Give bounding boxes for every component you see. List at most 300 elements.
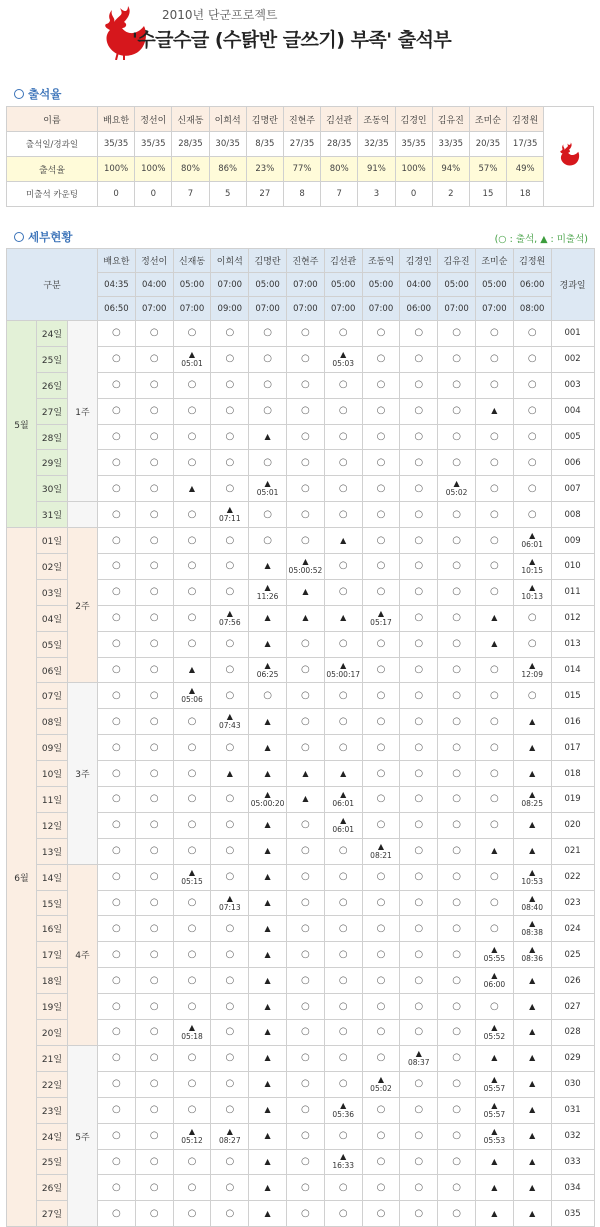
attendance-cell [287, 1201, 325, 1227]
present-icon: ○ [112, 819, 121, 831]
attendance-cell [475, 812, 513, 838]
attendance-cell [475, 890, 513, 916]
present-icon: ○ [338, 1130, 348, 1142]
end-time: 07:00 [135, 297, 173, 321]
month-label: 5월 [7, 321, 37, 528]
attendance-cell [135, 579, 173, 605]
attendance-cell [249, 864, 287, 890]
rate-value: 94% [432, 157, 469, 182]
present-icon: ○ [338, 974, 348, 986]
attendance-cell [400, 683, 438, 709]
present-icon: ○ [376, 327, 386, 339]
present-icon: ○ [376, 353, 386, 365]
days-value: 20/35 [469, 132, 506, 157]
present-icon: ○ [149, 1155, 159, 1167]
attendance-cell [362, 1020, 400, 1046]
rate-value: 100% [98, 157, 135, 182]
absent-icon: ▲ [264, 716, 271, 726]
attendance-cell [400, 1123, 438, 1149]
attendance-cell [475, 838, 513, 864]
absent-icon: ▲ [264, 872, 271, 882]
elapsed-day: 022 [551, 864, 594, 890]
absent-icon: ▲ [264, 613, 271, 623]
present-icon: ○ [112, 715, 121, 727]
member-name: 조미순 [475, 249, 513, 273]
attendance-cell [98, 735, 136, 761]
attendance-cell [135, 683, 173, 709]
absent-icon: ▲ [264, 846, 271, 856]
present-icon: ○ [338, 845, 348, 857]
rooster-small-cell [544, 107, 594, 207]
present-icon: ○ [376, 767, 386, 779]
attendance-cell [362, 631, 400, 657]
attendance-cell [287, 502, 325, 528]
week-label [68, 502, 98, 528]
day-label: 20일 [37, 1020, 68, 1046]
present-icon: ○ [338, 638, 348, 650]
present-icon: ○ [112, 534, 121, 546]
absent-icon: ▲ [264, 432, 271, 441]
present-icon: ○ [376, 664, 386, 676]
rate-value: 91% [358, 157, 395, 182]
present-icon: ○ [490, 534, 499, 546]
attendance-cell [135, 1045, 173, 1071]
present-icon: ○ [225, 974, 235, 986]
present-icon: ○ [301, 327, 310, 339]
present-icon: ○ [301, 482, 310, 494]
present-icon: ○ [376, 638, 386, 650]
attendance-cell [173, 605, 211, 631]
attendance-cell [513, 346, 551, 372]
absent-icon: ▲ [264, 582, 271, 592]
attendance-cell [324, 372, 362, 398]
attendance-cell [438, 890, 476, 916]
attendance-cell [287, 372, 325, 398]
present-icon: ○ [149, 871, 159, 883]
elapsed-day: 010 [551, 554, 594, 580]
miss-value: 7 [172, 182, 209, 207]
attendance-cell [324, 1175, 362, 1201]
attendance-cell [513, 838, 551, 864]
absent-icon: ▲ [264, 898, 271, 908]
absent-icon: ▲ [529, 716, 536, 726]
elapsed-day: 007 [551, 476, 594, 502]
attendance-cell [173, 1123, 211, 1149]
wake-time: 05:00 [362, 273, 400, 297]
present-icon: ○ [527, 327, 537, 339]
present-icon: ○ [149, 845, 159, 857]
present-icon: ○ [187, 897, 197, 909]
days-value: 17/35 [507, 132, 544, 157]
attendance-cell [362, 1149, 400, 1175]
present-icon: ○ [452, 1026, 461, 1038]
attendance-cell [513, 1175, 551, 1201]
absent-icon: ▲ [529, 556, 536, 566]
present-icon: ○ [414, 845, 424, 857]
late-time: 06:01 [332, 824, 354, 834]
attendance-cell [400, 372, 438, 398]
present-icon: ○ [452, 948, 461, 960]
elapsed-day: 030 [551, 1071, 594, 1097]
present-icon: ○ [452, 897, 461, 909]
present-icon: ○ [112, 456, 121, 468]
present-icon: ○ [376, 586, 386, 598]
present-icon: ○ [225, 379, 235, 391]
day-label: 17일 [37, 942, 68, 968]
attendance-cell [173, 890, 211, 916]
end-time: 07:00 [475, 297, 513, 321]
attendance-cell [438, 838, 476, 864]
attendance-cell [400, 1045, 438, 1071]
late-time: 06:25 [256, 669, 279, 679]
present-icon: ○ [376, 482, 386, 494]
present-icon: ○ [490, 793, 499, 805]
attendance-cell [211, 683, 249, 709]
present-icon: ○ [187, 1078, 197, 1090]
present-icon: ○ [187, 431, 197, 442]
project-subtitle: 2010년 단군프로젝트 [162, 8, 278, 22]
section-detail-label: 세부현황 [28, 230, 73, 244]
absent-icon: ▲ [529, 1182, 536, 1192]
present-icon: ○ [490, 327, 499, 339]
attendance-cell [135, 372, 173, 398]
attendance-cell [98, 579, 136, 605]
present-icon: ○ [187, 508, 197, 520]
present-icon: ○ [225, 1052, 235, 1064]
attendance-cell [211, 450, 249, 476]
attendance-cell [287, 1097, 325, 1123]
late-time: 05:53 [483, 1135, 506, 1145]
attendance-cell [513, 476, 551, 502]
attendance-cell [135, 761, 173, 787]
miss-value: 18 [507, 182, 544, 207]
attendance-cell [287, 450, 325, 476]
attendance-cell [475, 968, 513, 994]
present-icon: ○ [149, 1078, 159, 1090]
attendance-cell [211, 864, 249, 890]
present-icon: ○ [527, 353, 537, 365]
attendance-cell [173, 1097, 211, 1123]
attendance-cell [438, 683, 476, 709]
absent-icon: ▲ [491, 846, 498, 856]
absent-icon: ▲ [188, 665, 196, 675]
present-icon: ○ [338, 431, 348, 442]
attendance-cell [513, 631, 551, 657]
attendance-cell [400, 450, 438, 476]
present-icon: ○ [452, 456, 461, 468]
attendance-cell [249, 916, 287, 942]
attendance-cell [513, 502, 551, 528]
attendance-cell [287, 398, 325, 424]
absent-icon: ▲ [226, 505, 233, 515]
attendance-cell [135, 735, 173, 761]
attendance-cell [249, 683, 287, 709]
attendance-cell [98, 709, 136, 735]
attendance-cell [249, 1123, 287, 1149]
elapsed-day: 034 [551, 1175, 594, 1201]
attendance-cell [400, 1097, 438, 1123]
attendance-cell [287, 1020, 325, 1046]
attendance-cell [249, 812, 287, 838]
member-name: 진현주 [283, 107, 320, 132]
days-value: 30/35 [209, 132, 246, 157]
elapsed-day: 033 [551, 1149, 594, 1175]
attendance-cell [249, 890, 287, 916]
late-time: 06:01 [521, 540, 543, 550]
attendance-cell [98, 528, 136, 554]
attendance-cell [400, 916, 438, 942]
absent-icon: ▲ [529, 893, 536, 903]
attendance-cell [438, 1149, 476, 1175]
attendance-cell [287, 709, 325, 735]
absent-icon: ▲ [340, 613, 347, 623]
attendance-cell [324, 476, 362, 502]
attendance-cell [438, 761, 476, 787]
present-icon: ○ [376, 819, 386, 831]
month-label: 6월 [7, 528, 37, 1227]
absent-icon: ▲ [264, 975, 271, 985]
elapsed-day: 024 [551, 916, 594, 942]
present-icon: ○ [149, 560, 159, 572]
day-label: 12일 [37, 812, 68, 838]
attendance-cell [211, 631, 249, 657]
present-icon: ○ [187, 612, 197, 624]
attendance-cell [324, 683, 362, 709]
present-icon: ○ [490, 897, 499, 909]
present-icon: ○ [187, 327, 197, 339]
present-icon: ○ [338, 741, 348, 753]
present-icon: ○ [527, 508, 537, 520]
absent-icon: ▲ [264, 1156, 271, 1166]
present-icon: ○ [187, 405, 197, 417]
absent-icon: ▲ [377, 1074, 385, 1084]
attendance-cell [98, 450, 136, 476]
present-icon: ○ [112, 664, 121, 676]
attendance-cell [400, 398, 438, 424]
attendance-cell [98, 372, 136, 398]
day-label: 30일 [37, 476, 68, 502]
attendance-cell [324, 424, 362, 450]
day-label: 02일 [37, 554, 68, 580]
present-icon: ○ [149, 922, 159, 934]
present-icon: ○ [225, 922, 235, 934]
absent-icon: ▲ [377, 608, 385, 618]
present-icon: ○ [187, 1052, 197, 1064]
attendance-cell [513, 398, 551, 424]
late-time: 05:52 [483, 1031, 506, 1041]
attendance-cell [475, 1020, 513, 1046]
member-name: 김선관 [321, 107, 358, 132]
attendance-cell [475, 321, 513, 347]
absent-icon: ▲ [529, 660, 536, 670]
day-row [7, 502, 595, 528]
attendance-cell [400, 864, 438, 890]
attendance-cell [98, 476, 136, 502]
present-icon: ○ [414, 793, 424, 805]
attendance-cell [135, 657, 173, 683]
present-icon: ○ [414, 508, 424, 520]
attendance-cell [98, 321, 136, 347]
attendance-cell [135, 631, 173, 657]
absent-icon: ▲ [340, 1100, 347, 1110]
attendance-cell [287, 321, 325, 347]
present-icon: ○ [452, 1000, 461, 1012]
attendance-cell [324, 605, 362, 631]
attendance-cell [400, 838, 438, 864]
attendance-cell [211, 761, 249, 787]
attendance-cell [173, 916, 211, 942]
attendance-cell [475, 450, 513, 476]
absent-icon: ▲ [188, 686, 196, 696]
rate-value: 77% [283, 157, 320, 182]
attendance-cell [135, 812, 173, 838]
present-icon: ○ [225, 793, 235, 805]
absent-icon: ▲ [491, 1126, 498, 1136]
attendance-cell [324, 916, 362, 942]
present-icon: ○ [225, 1207, 235, 1219]
absent-icon: ▲ [226, 712, 233, 722]
absent-icon: ▲ [491, 1022, 498, 1032]
attendance-cell [362, 761, 400, 787]
present-icon: ○ [187, 922, 197, 934]
attendance-cell [324, 1071, 362, 1097]
present-icon: ○ [338, 560, 348, 572]
present-icon: ○ [414, 715, 424, 727]
attendance-cell [475, 1175, 513, 1201]
absent-icon: ▲ [529, 1105, 536, 1115]
attendance-cell [362, 1071, 400, 1097]
present-icon: ○ [225, 819, 235, 831]
present-icon: ○ [414, 405, 424, 417]
attendance-cell [135, 1175, 173, 1201]
attendance-cell [438, 605, 476, 631]
attendance-cell [249, 450, 287, 476]
attendance-cell [475, 346, 513, 372]
absent-icon: ▲ [491, 1053, 498, 1063]
days-value: 28/35 [172, 132, 209, 157]
late-time: 05:03 [332, 358, 354, 368]
present-icon: ○ [301, 922, 310, 934]
attendance-cell [287, 942, 325, 968]
late-time: 11:26 [256, 591, 279, 601]
present-icon: ○ [301, 689, 310, 701]
absent-icon: ▲ [377, 841, 385, 851]
attendance-cell [173, 838, 211, 864]
member-name: 조동익 [362, 249, 400, 273]
absent-icon: ▲ [491, 1100, 498, 1110]
attendance-cell [438, 787, 476, 813]
present-icon: ○ [225, 1000, 235, 1012]
attendance-cell [287, 1123, 325, 1149]
present-icon: ○ [527, 612, 537, 624]
attendance-cell [362, 787, 400, 813]
day-label: 01일 [37, 528, 68, 554]
attendance-cell [438, 450, 476, 476]
attendance-cell [249, 1071, 287, 1097]
day-label: 28일 [37, 424, 68, 450]
present-icon: ○ [301, 353, 310, 365]
attendance-cell [475, 864, 513, 890]
present-icon: ○ [338, 379, 348, 391]
attendance-cell [211, 1071, 249, 1097]
late-time: 05:15 [181, 876, 203, 886]
attendance-cell [287, 864, 325, 890]
attendance-cell [324, 735, 362, 761]
present-icon: ○ [452, 586, 461, 598]
present-icon: ○ [112, 353, 121, 365]
attendance-cell [513, 812, 551, 838]
attendance-cell [400, 1175, 438, 1201]
late-time: 08:25 [521, 798, 543, 808]
present-icon: ○ [149, 974, 159, 986]
elapsed-day: 016 [551, 709, 594, 735]
present-icon: ○ [490, 508, 499, 520]
present-icon: ○ [338, 922, 348, 934]
day-label: 04일 [37, 605, 68, 631]
present-icon: ○ [112, 1000, 121, 1012]
elapsed-day: 013 [551, 631, 594, 657]
present-icon: ○ [414, 871, 424, 883]
present-icon: ○ [149, 482, 159, 494]
attendance-cell [98, 657, 136, 683]
absent-icon: ▲ [264, 949, 271, 959]
attendance-cell [249, 476, 287, 502]
attendance-cell [513, 1149, 551, 1175]
rate-value: 100% [135, 157, 172, 182]
present-icon: ○ [452, 922, 461, 934]
present-icon: ○ [112, 689, 121, 701]
member-name: 김정원 [513, 249, 551, 273]
present-icon: ○ [112, 612, 121, 624]
present-icon: ○ [187, 586, 197, 598]
present-icon: ○ [112, 974, 121, 986]
elapsed-day: 006 [551, 450, 594, 476]
attendance-cell [324, 1045, 362, 1071]
attendance-cell [362, 321, 400, 347]
attendance-cell [513, 321, 551, 347]
rate-value: 86% [209, 157, 246, 182]
present-icon: ○ [414, 664, 424, 676]
attendance-cell [287, 1175, 325, 1201]
attendance-cell [513, 968, 551, 994]
late-time: 05:57 [483, 1109, 506, 1119]
member-name: 신재동 [172, 107, 209, 132]
member-name: 김선관 [324, 249, 362, 273]
attendance-cell [211, 372, 249, 398]
present-icon: ○ [414, 1207, 424, 1219]
attendance-cell [135, 994, 173, 1020]
present-icon: ○ [414, 482, 424, 494]
day-label: 24일 [37, 321, 68, 347]
gubun-header: 구분 [7, 249, 98, 321]
attendance-cell [173, 812, 211, 838]
wake-time: 05:00 [249, 273, 287, 297]
present-icon: ○ [338, 1000, 348, 1012]
section-rate-heading [14, 86, 61, 102]
attendance-cell [98, 916, 136, 942]
present-icon: ○ [338, 897, 348, 909]
absent-icon: ▲ [264, 1079, 271, 1089]
attendance-cell [400, 579, 438, 605]
attendance-cell [324, 398, 362, 424]
attendance-cell [438, 968, 476, 994]
attendance-cell [362, 812, 400, 838]
present-icon: ○ [414, 1000, 424, 1012]
attendance-cell [324, 1149, 362, 1175]
attendance-cell [173, 502, 211, 528]
present-icon: ○ [452, 612, 461, 624]
attendance-cell [438, 554, 476, 580]
